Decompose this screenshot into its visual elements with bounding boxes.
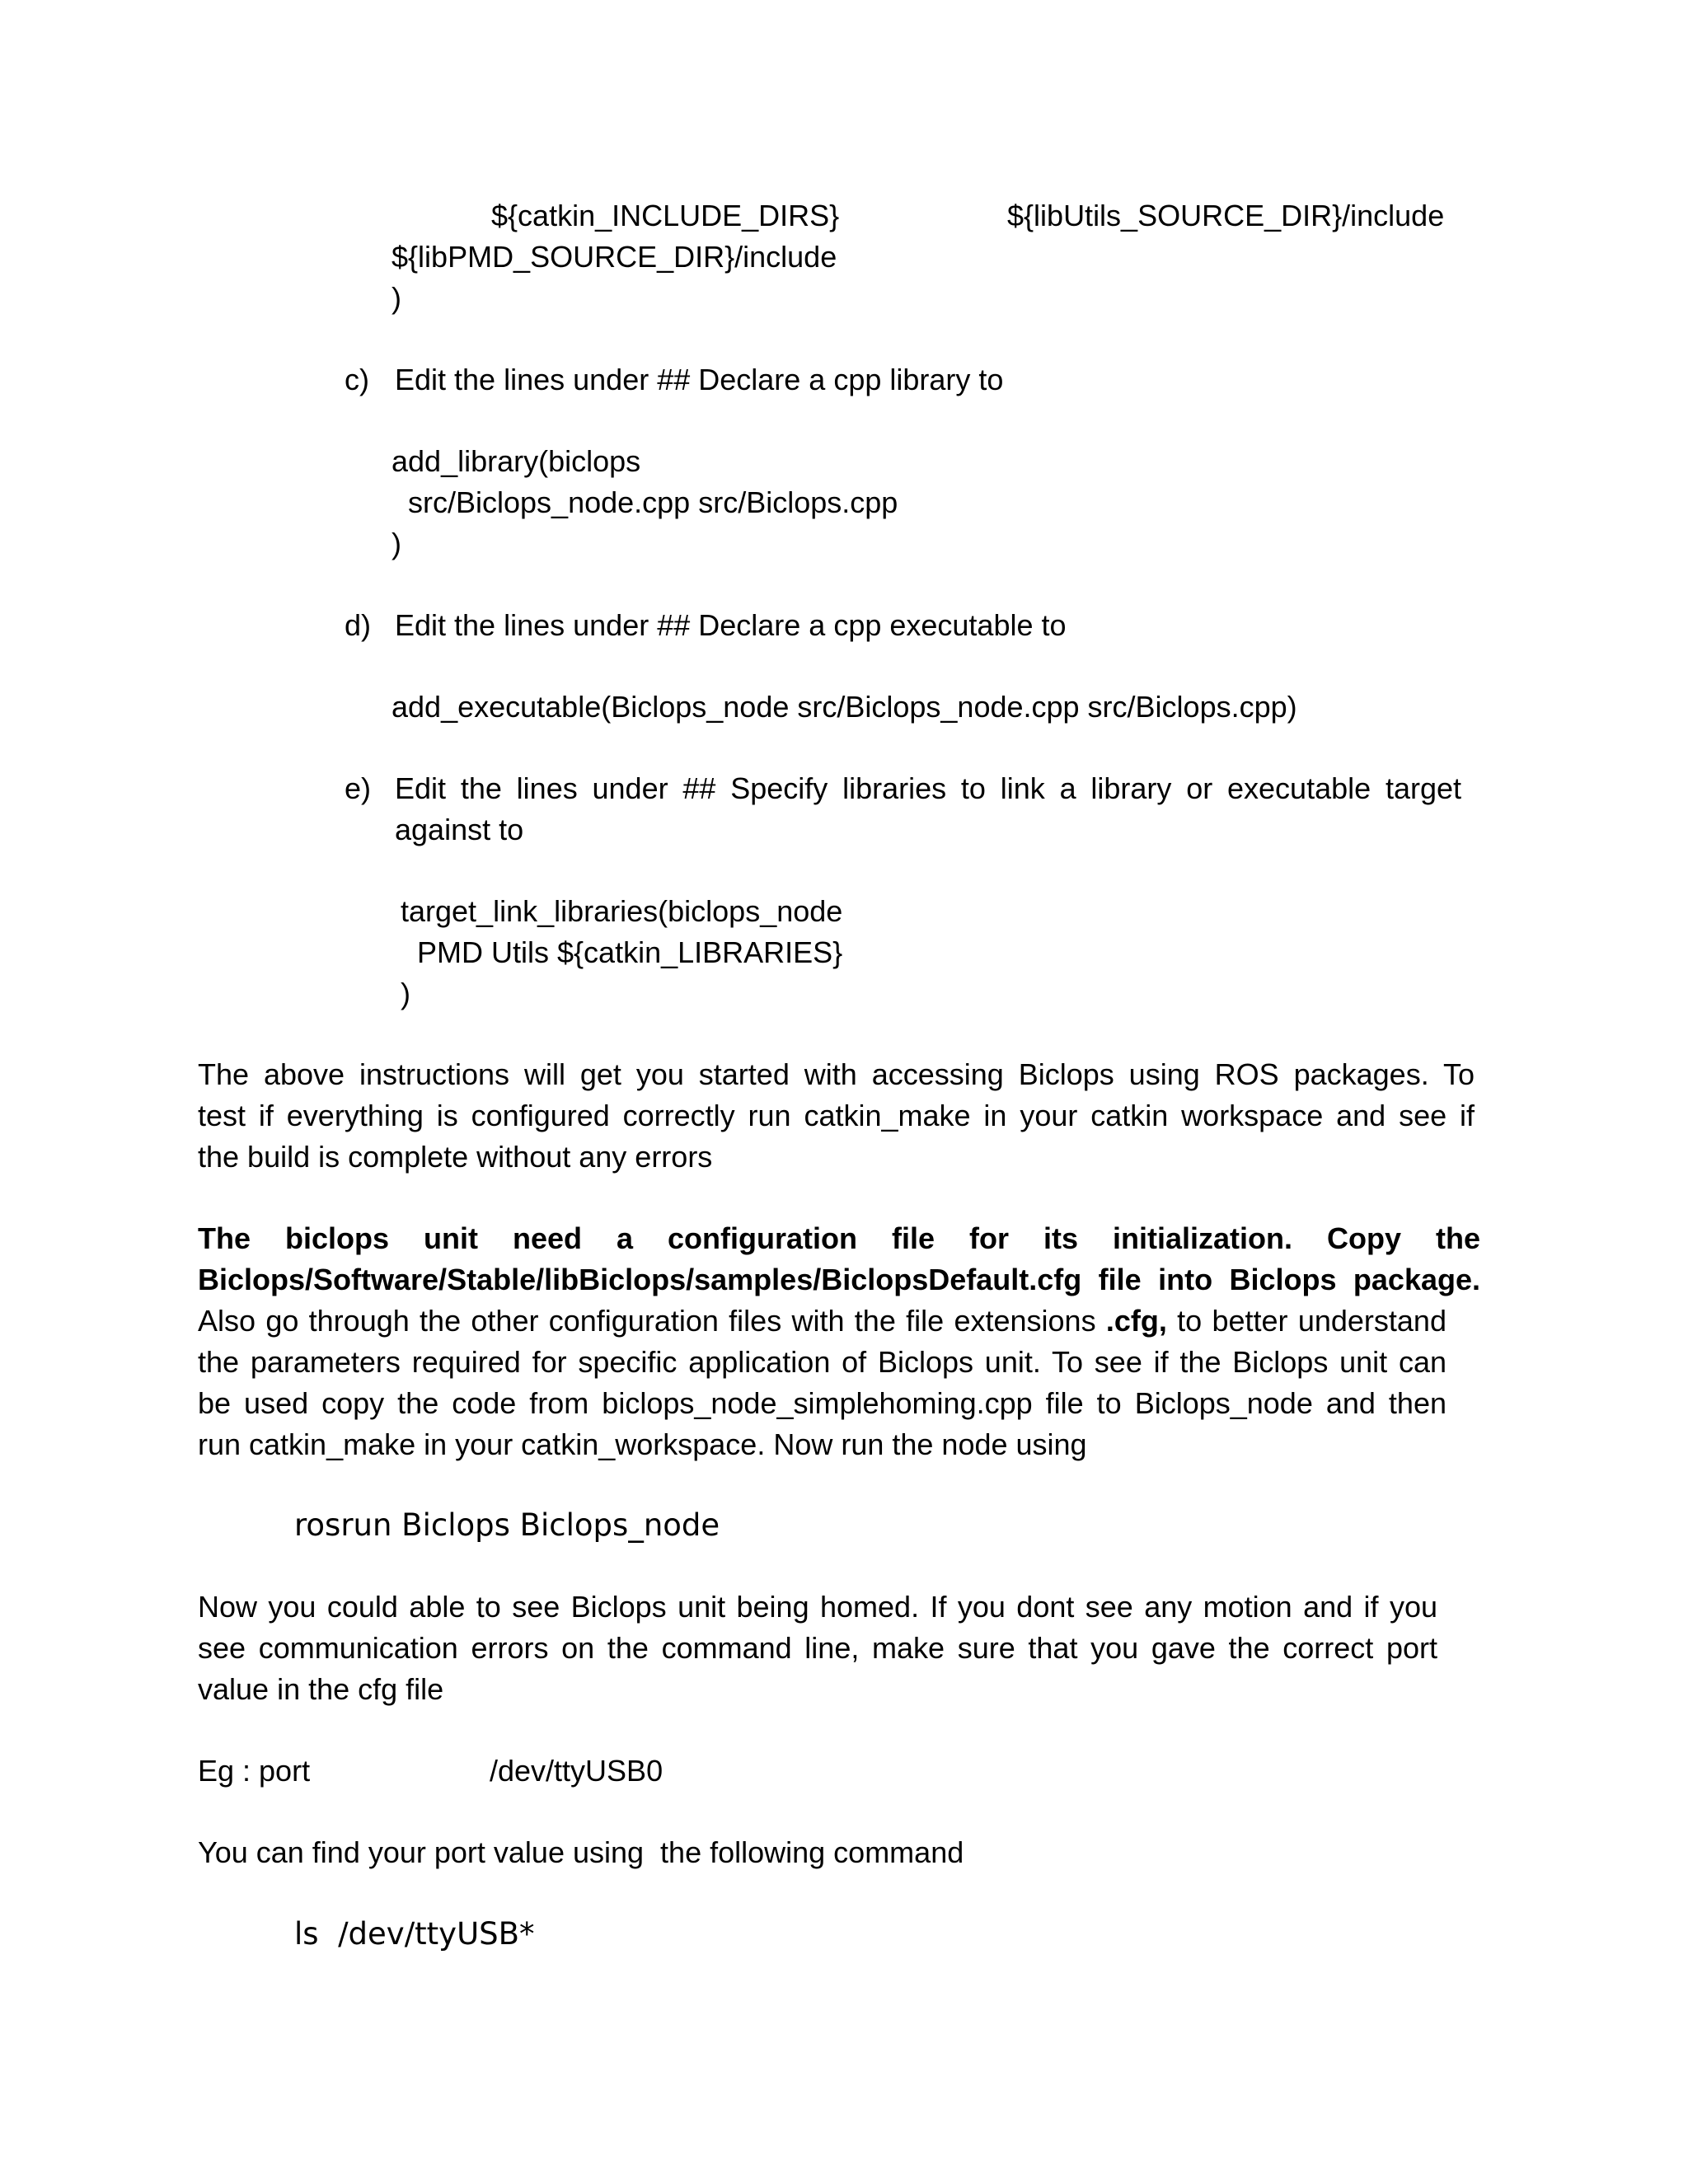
ls-command: ls /dev/ttyUSB* — [294, 1916, 535, 1952]
paragraph-line-bold: The biclops unit need a configuration file for its initialization. Copy the — [198, 1221, 1480, 1255]
step-c-code-line: ) — [392, 527, 401, 560]
step-c-text: Edit the lines under ## Declare a cpp library to — [395, 363, 1004, 396]
step-e-code-line: ) — [401, 977, 410, 1010]
include-block-close: ) — [392, 281, 401, 315]
port-lookup-text: You can find your port value using the following command — [198, 1835, 964, 1869]
paragraph-text: Also go through the other configuration files with the file extensions — [198, 1304, 1106, 1338]
paragraph-line-bold: Biclops/Software/Stable/libBiclops/samples/BiclopsDefault.cfg file into Biclops package. — [198, 1263, 1480, 1296]
include-dir-libpmd: ${libPMD_SOURCE_DIR}/include — [392, 240, 837, 274]
example-label: Eg : port — [198, 1754, 311, 1788]
rosrun-command: rosrun Biclops Biclops_node — [294, 1507, 720, 1543]
step-e-label: e) — [345, 771, 372, 805]
intro-paragraph — [198, 1054, 1475, 1178]
step-e-text-line: against to — [395, 813, 524, 846]
paragraph-line: The above instructions will get you started with accessing Biclops using ROS packages. To — [198, 1057, 1475, 1091]
step-d-text: Edit the lines under ## Declare a cpp executable to — [395, 608, 1067, 642]
step-c-code-line: src/Biclops_node.cpp src/Biclops.cpp — [392, 485, 898, 519]
paragraph-line: see communication errors on the command line, make sure that you gave the correct port — [198, 1631, 1437, 1665]
paragraph-line: the build is complete without any errors — [198, 1140, 713, 1174]
paragraph-line — [198, 1301, 1447, 1342]
step-e-code-line: PMD Utils ${catkin_LIBRARIES} — [401, 935, 843, 969]
paragraph-line: value in the cfg file — [198, 1672, 444, 1706]
step-d-code-line: add_executable(Biclops_node src/Biclops_node.cpp src/Biclops.cpp) — [392, 690, 1297, 724]
step-e-code-line: target_link_libraries(biclops_node — [401, 894, 843, 928]
include-dir-libutils: ${libUtils_SOURCE_DIR}/include — [1007, 199, 1445, 232]
homing-paragraph — [198, 1586, 1437, 1710]
paragraph-line: run catkin_make in your catkin_workspace. Now run the node using — [198, 1427, 1087, 1461]
step-e-text — [395, 768, 1461, 851]
example-port-value: /dev/ttyUSB0 — [490, 1754, 663, 1788]
paragraph-line: test if everything is configured correctly run catkin_make in your catkin workspace and see if — [198, 1099, 1475, 1132]
step-c-code-line: add_library(biclops — [392, 444, 641, 478]
step-e-text-line: Edit the lines under ## Specify libraries to link a library or executable target — [395, 771, 1461, 805]
step-d-label: d) — [345, 608, 372, 642]
cfg-extension: .cfg, — [1105, 1304, 1167, 1338]
paragraph-line: the parameters required for specific application of Biclops unit. To see if the Biclops unit can — [198, 1345, 1447, 1379]
include-dir-catkin: ${catkin_INCLUDE_DIRS} — [491, 199, 840, 232]
paragraph-text: to better understand — [1166, 1304, 1447, 1338]
paragraph-line: Now you could able to see Biclops unit being homed. If you dont see any motion and if you — [198, 1590, 1437, 1624]
paragraph-line: be used copy the code from biclops_node_simplehoming.cpp file to Biclops_node and then — [198, 1386, 1447, 1420]
step-c-label: c) — [345, 363, 369, 396]
configuration-paragraph — [198, 1218, 1480, 1465]
